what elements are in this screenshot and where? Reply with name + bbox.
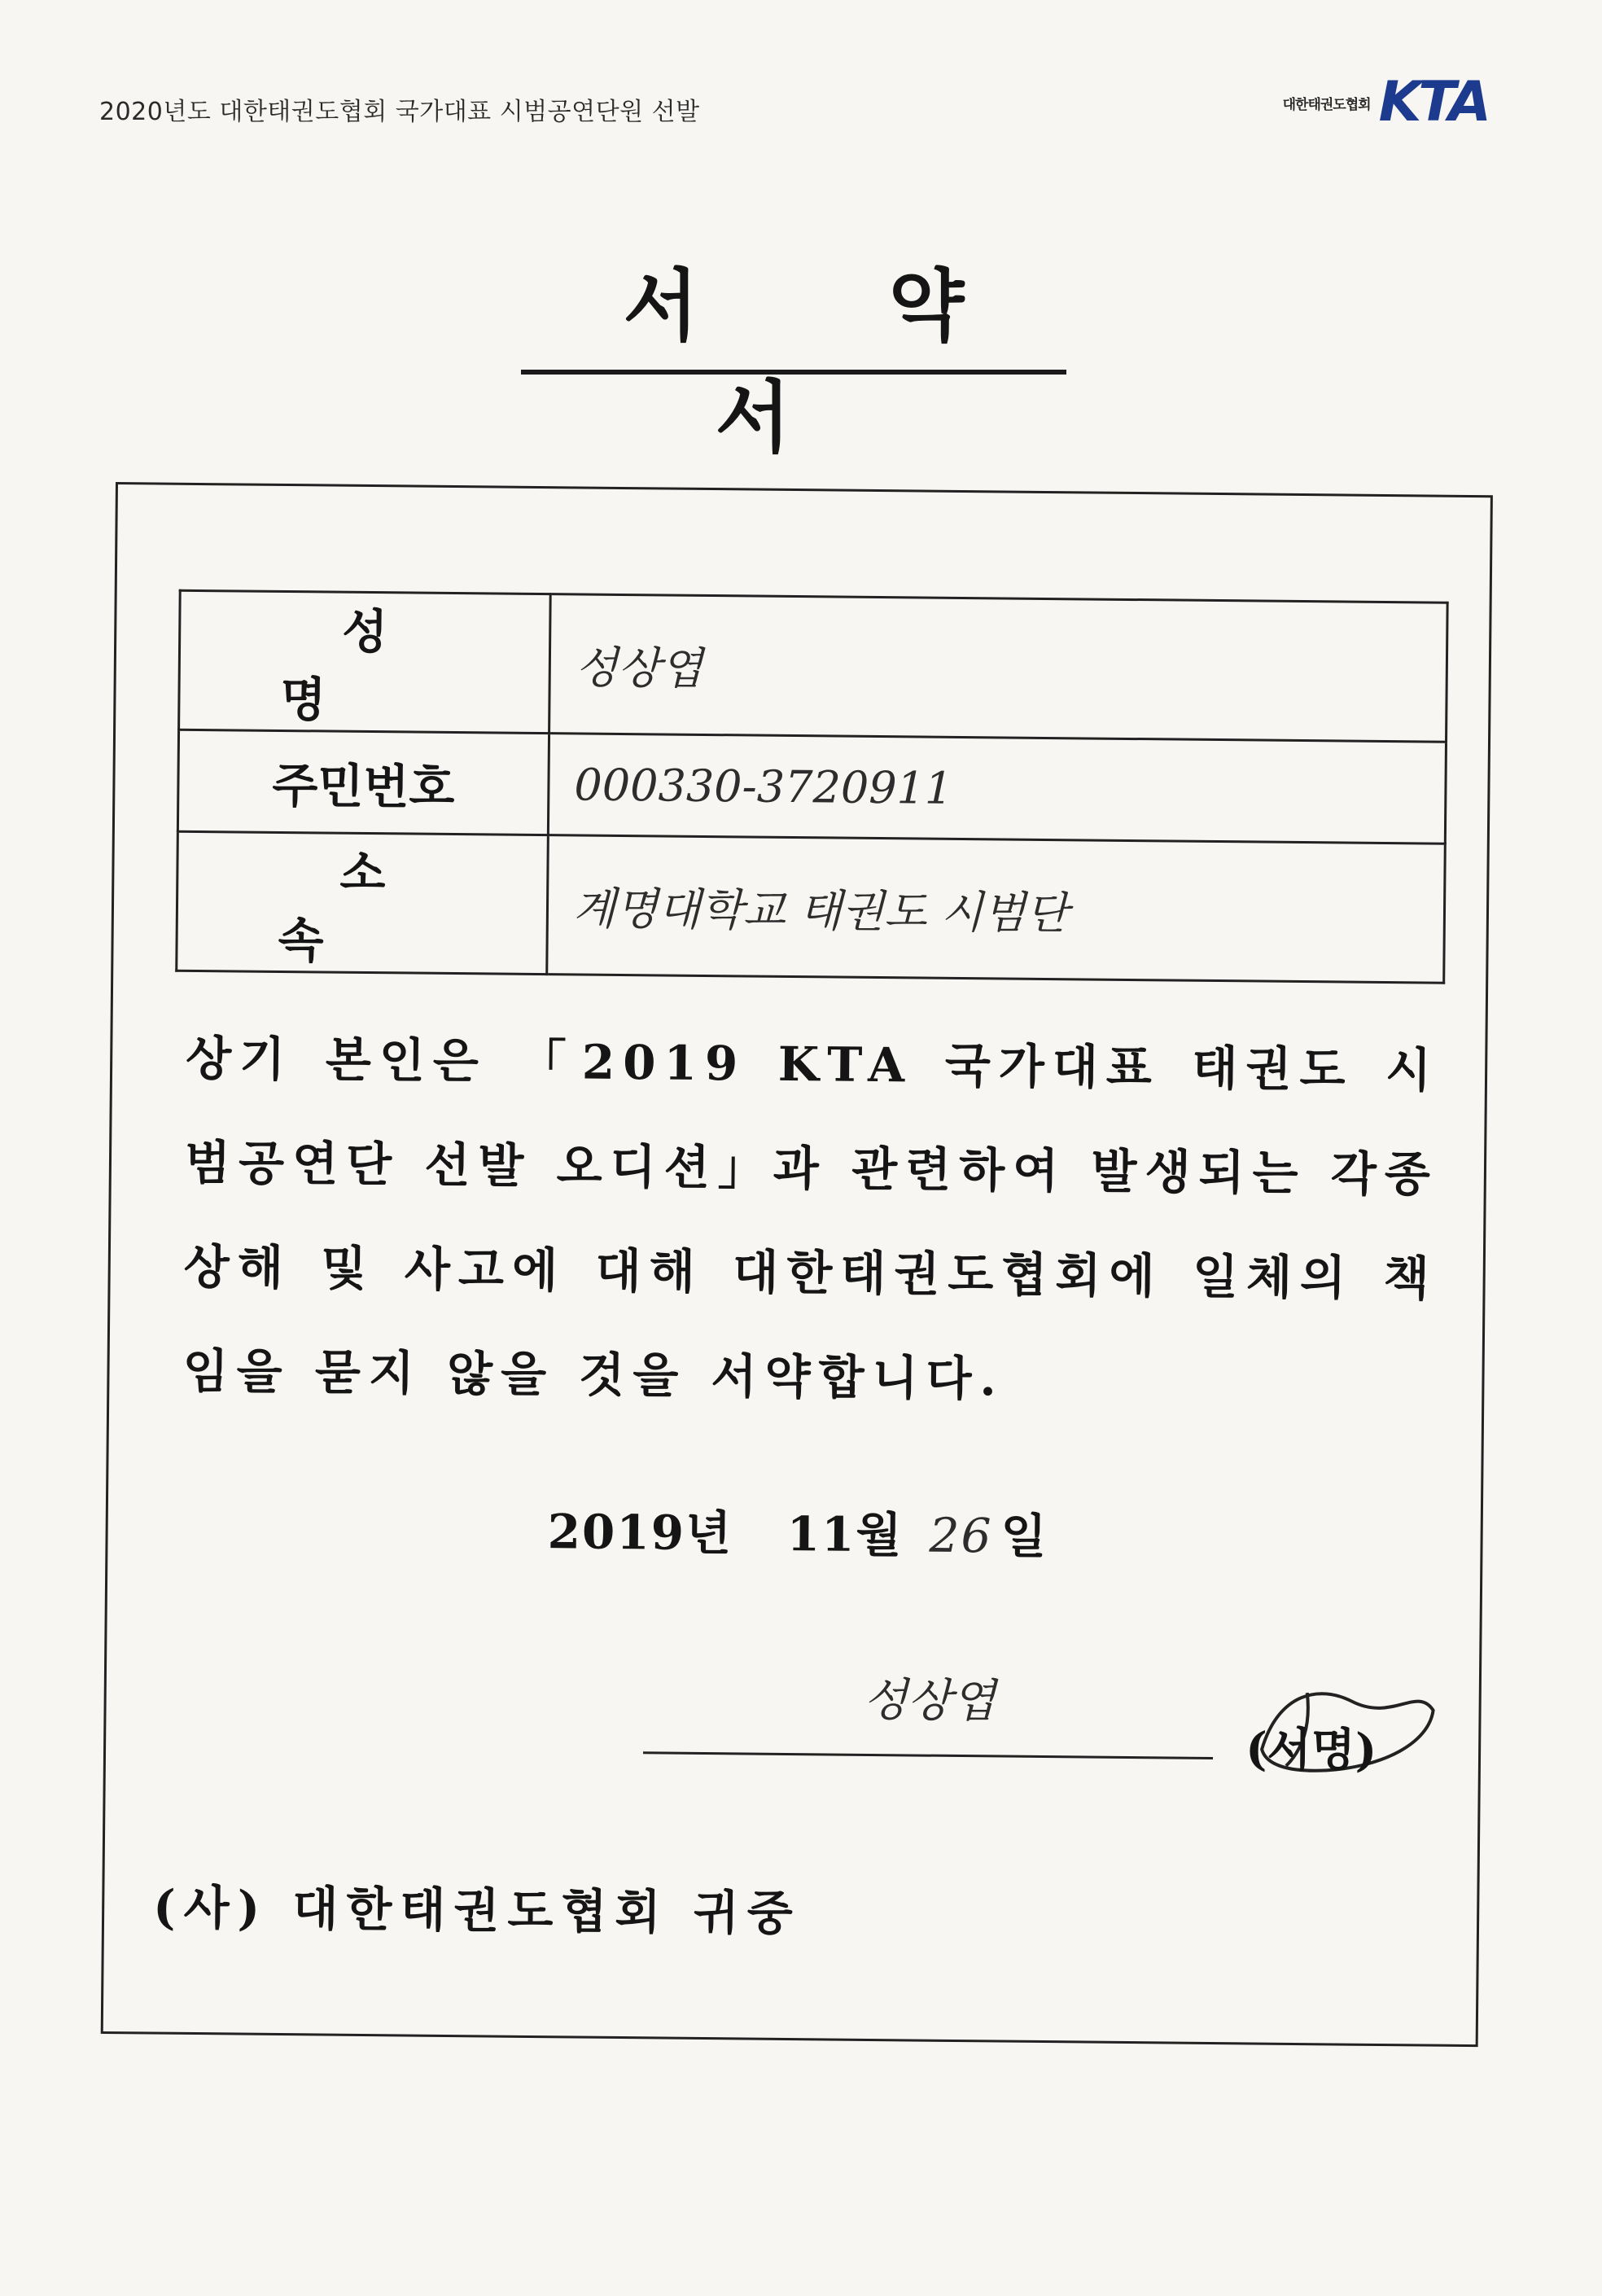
date-day-suffix: 일 — [1000, 1508, 1048, 1565]
name-label: 성 명 — [179, 590, 551, 733]
logo-kta-text: KTA — [1378, 70, 1488, 134]
affiliation-label: 소 속 — [177, 831, 549, 974]
signature-mark: (서명) — [1245, 1722, 1377, 1777]
pledge-date — [547, 1493, 1118, 1567]
date-year: 2019년 — [547, 1504, 733, 1562]
table-row — [177, 831, 1446, 983]
id-number-value: 000330-3720911 — [548, 734, 1446, 844]
table-row — [177, 730, 1446, 843]
id-number-label: 주민번호 — [177, 730, 549, 835]
document-title: 서 약 서 — [623, 260, 1046, 463]
name-value: 성상엽 — [549, 594, 1448, 743]
date-month: 11월 — [786, 1505, 904, 1563]
addressee: (사) 대한태권도협회 귀중 — [152, 1879, 802, 1942]
pledge-statement: 상기 본인은 「2019 KTA 국가대표 태권도 시범공연단 선발 오디션」과 관련하여 발생되는 각종 상해 및 사고에 대해 대한태권도협회에 일체의 책임을 묻지 않을 것을 서약합니다. — [182, 1030, 1440, 1407]
title-underline — [521, 370, 1066, 375]
header-text: 2020년도 대한태권도협회 국가대표 시범공연단원 선발 — [99, 98, 700, 126]
personal-info-table — [175, 589, 1448, 984]
date-day: 26 — [929, 1507, 993, 1564]
signature-line — [643, 1751, 1213, 1759]
kta-logo — [1282, 70, 1488, 134]
document-frame — [101, 482, 1493, 2047]
table-row — [179, 590, 1448, 742]
logo-small-text: 대한태권도협회 — [1282, 96, 1371, 113]
affiliation-value: 계명대학교 태권도 시범단 — [547, 835, 1446, 984]
handwritten-signature-name: 성상엽 — [863, 1673, 996, 1729]
